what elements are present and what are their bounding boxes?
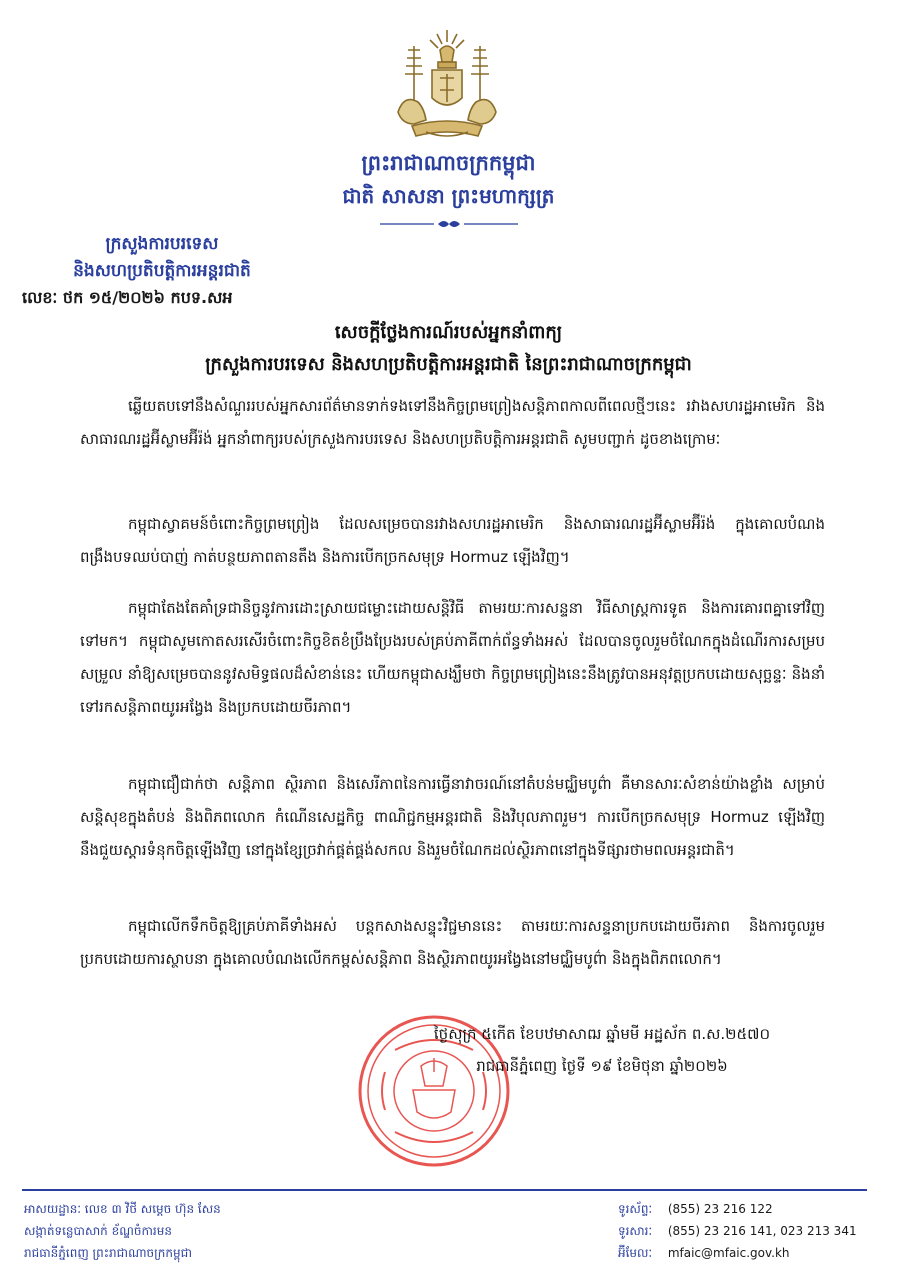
royal-emblem-icon	[392, 28, 502, 144]
email-address: mfaic@mfaic.gov.kh	[667, 1246, 790, 1260]
address-line-3: រាជធានីភ្នំពេញ ព្រះរាជាណាចក្រកម្ពុជា	[24, 1246, 192, 1260]
address-line-1: អាសយដ្ឋានៈ លេខ ៣ វិថី សម្តេច ហ៊ុន សែន	[24, 1202, 221, 1216]
ornament-divider-icon	[378, 218, 520, 230]
footer-address	[24, 1198, 444, 1264]
fax-row	[618, 1220, 878, 1242]
phone-number: (855) 23 216 122	[667, 1202, 773, 1216]
paragraph-3: កម្ពុជាតែងតែគាំទ្រជានិច្ចនូវការដោះស្រាយជម្លោះដោយសន្តិវិធី តាមរយៈការសន្ទនា វិធីសាស្ត្រការទូត និងការគោរពគ្នាទៅវិញទៅមក។ កម្ពុជាសូមកោតសរសើរចំពោះកិច្ចខិតខំប្រឹងប្រែងរបស់គ្រប់ភាគីពាក់ព័ន្ធទាំងអស់ ដែលបានចូលរួមចំណែកក្នុងដំណើរការសម្របសម្រួល នាំឱ្យសម្រេចបាននូវសមិទ្ធផលដ៏សំខាន់នេះ ហើយកម្ពុជាសង្ឃឹមថា កិច្ចព្រមព្រៀងនេះនឹងត្រូវបានអនុវត្តប្រកបដោយសុច្ឆន្ទៈ និងនាំទៅរកសន្តិភាពយូរអង្វែង និងប្រកបដោយចីរភាព។	[80, 599, 825, 716]
ministry-line-2: និងសហប្រតិបត្តិការអន្តរជាតិ	[73, 261, 251, 281]
ministry-name	[22, 231, 302, 285]
reference-number: លេខៈ ថក ១៥/២០២៦ កបទ.សអ	[22, 288, 233, 307]
phone-row	[618, 1198, 878, 1220]
phone-label: ទូរស័ព្ទៈ	[618, 1202, 653, 1216]
footer-contacts	[618, 1198, 878, 1264]
fax-number: (855) 23 216 141, 023 213 341	[667, 1224, 857, 1238]
dateline-lunar: ថ្ងៃសុក្រ ៥កើត ខែបឋមាសាឍ ឆ្នាំមមី អដ្ឋស័ក ព.ស.២៥៧០	[433, 1025, 771, 1043]
document-title-line-1: សេចក្តីថ្លែងការណ៍របស់អ្នកនាំពាក្យ	[334, 322, 563, 343]
ministry-line-1: ក្រសួងការបរទេស	[105, 234, 219, 254]
paragraph-4: កម្ពុជាជឿជាក់ថា សន្តិភាព ស្ថិរភាព និងសេរីភាពនៃការធ្វើនាវាចរណ៍នៅតំបន់មជ្ឈិមបូព៌ា គឺមានសារៈសំខាន់យ៉ាងខ្លាំង សម្រាប់សន្តិសុខក្នុងតំបន់ និងពិភពលោក កំណើនសេដ្ឋកិច្ច ពាណិជ្ជកម្មអន្តរជាតិ និងវិបុលភាពរួម។ ការបើកច្រកសមុទ្រ Hormuz ឡើងវិញ នឹងជួយស្តារទំនុកចិត្តឡើងវិញ នៅក្នុងខ្សែច្រវាក់ផ្គត់ផ្គង់សកល និងរួមចំណែកដល់ស្ថិរភាពនៅក្នុងទីផ្សារថាមពលអន្តរជាតិ។	[80, 775, 825, 859]
footer-divider	[22, 1189, 867, 1191]
kingdom-title: ព្រះរាជាណាចក្រកម្ពុជា	[361, 150, 536, 175]
document-title-line-2: ក្រសួងការបរទេស និងសហប្រតិបត្តិការអន្តរជាតិ នៃព្រះរាជាណាចក្រកម្ពុជា	[205, 354, 692, 375]
email-label: អ៊ីមែលៈ	[618, 1246, 653, 1260]
paragraph-2: កម្ពុជាស្វាគមន៍ចំពោះកិច្ចព្រមព្រៀង ដែលសម្រេចបានរវាងសហរដ្ឋអាមេរិក និងសាធារណរដ្ឋអ៊ីស្លាមអ៊ីរ៉ង់ ក្នុងគោលបំណងពង្រឹងបទឈប់បាញ់ កាត់បន្ថយភាពតានតឹង និងការបើកច្រកសមុទ្រ Hormuz ឡើងវិញ។	[80, 515, 825, 566]
national-motto: ជាតិ សាសនា ព្រះមហាក្សត្រ	[342, 184, 555, 208]
email-row	[618, 1242, 878, 1264]
address-line-2: សង្កាត់ទន្លេបាសាក់ ខ័ណ្ឌចំការមន	[24, 1224, 172, 1238]
paragraph-1: ឆ្លើយតបទៅនឹងសំណួររបស់អ្នកសារព័ត៌មានទាក់ទងទៅនឹងកិច្ចព្រមព្រៀងសន្តិភាពកាលពីពេលថ្មីៗនេះ រវាងសហរដ្ឋអាមេរិក និងសាធារណរដ្ឋអ៊ីស្លាមអ៊ីរ៉ង់ អ្នកនាំពាក្យរបស់ក្រសួងការបរទេស និងសហប្រតិបត្តិការអន្តរជាតិ សូមបញ្ជាក់ ដូចខាងក្រោមៈ	[80, 397, 825, 448]
dateline-solar: រាជធានីភ្នំពេញ ថ្ងៃទី ១៩ ខែមិថុនា ឆ្នាំ២០២៦	[476, 1057, 728, 1075]
paragraph-5: កម្ពុជាលើកទឹកចិត្តឱ្យគ្រប់ភាគីទាំងអស់ បន្តកសាងសន្ទុះវិជ្ជមាននេះ តាមរយៈការសន្ទនាប្រកបដោយចីរភាព និងការចូលរួមប្រកបដោយការស្ថាបនា ក្នុងគោលបំណងលើកកម្ពស់សន្តិភាព និងស្ថិរភាពយូរអង្វែងនៅមជ្ឈិមបូព៌ា និងក្នុងពិភពលោក។	[80, 917, 825, 968]
fax-label: ទូរសារៈ	[618, 1224, 653, 1238]
